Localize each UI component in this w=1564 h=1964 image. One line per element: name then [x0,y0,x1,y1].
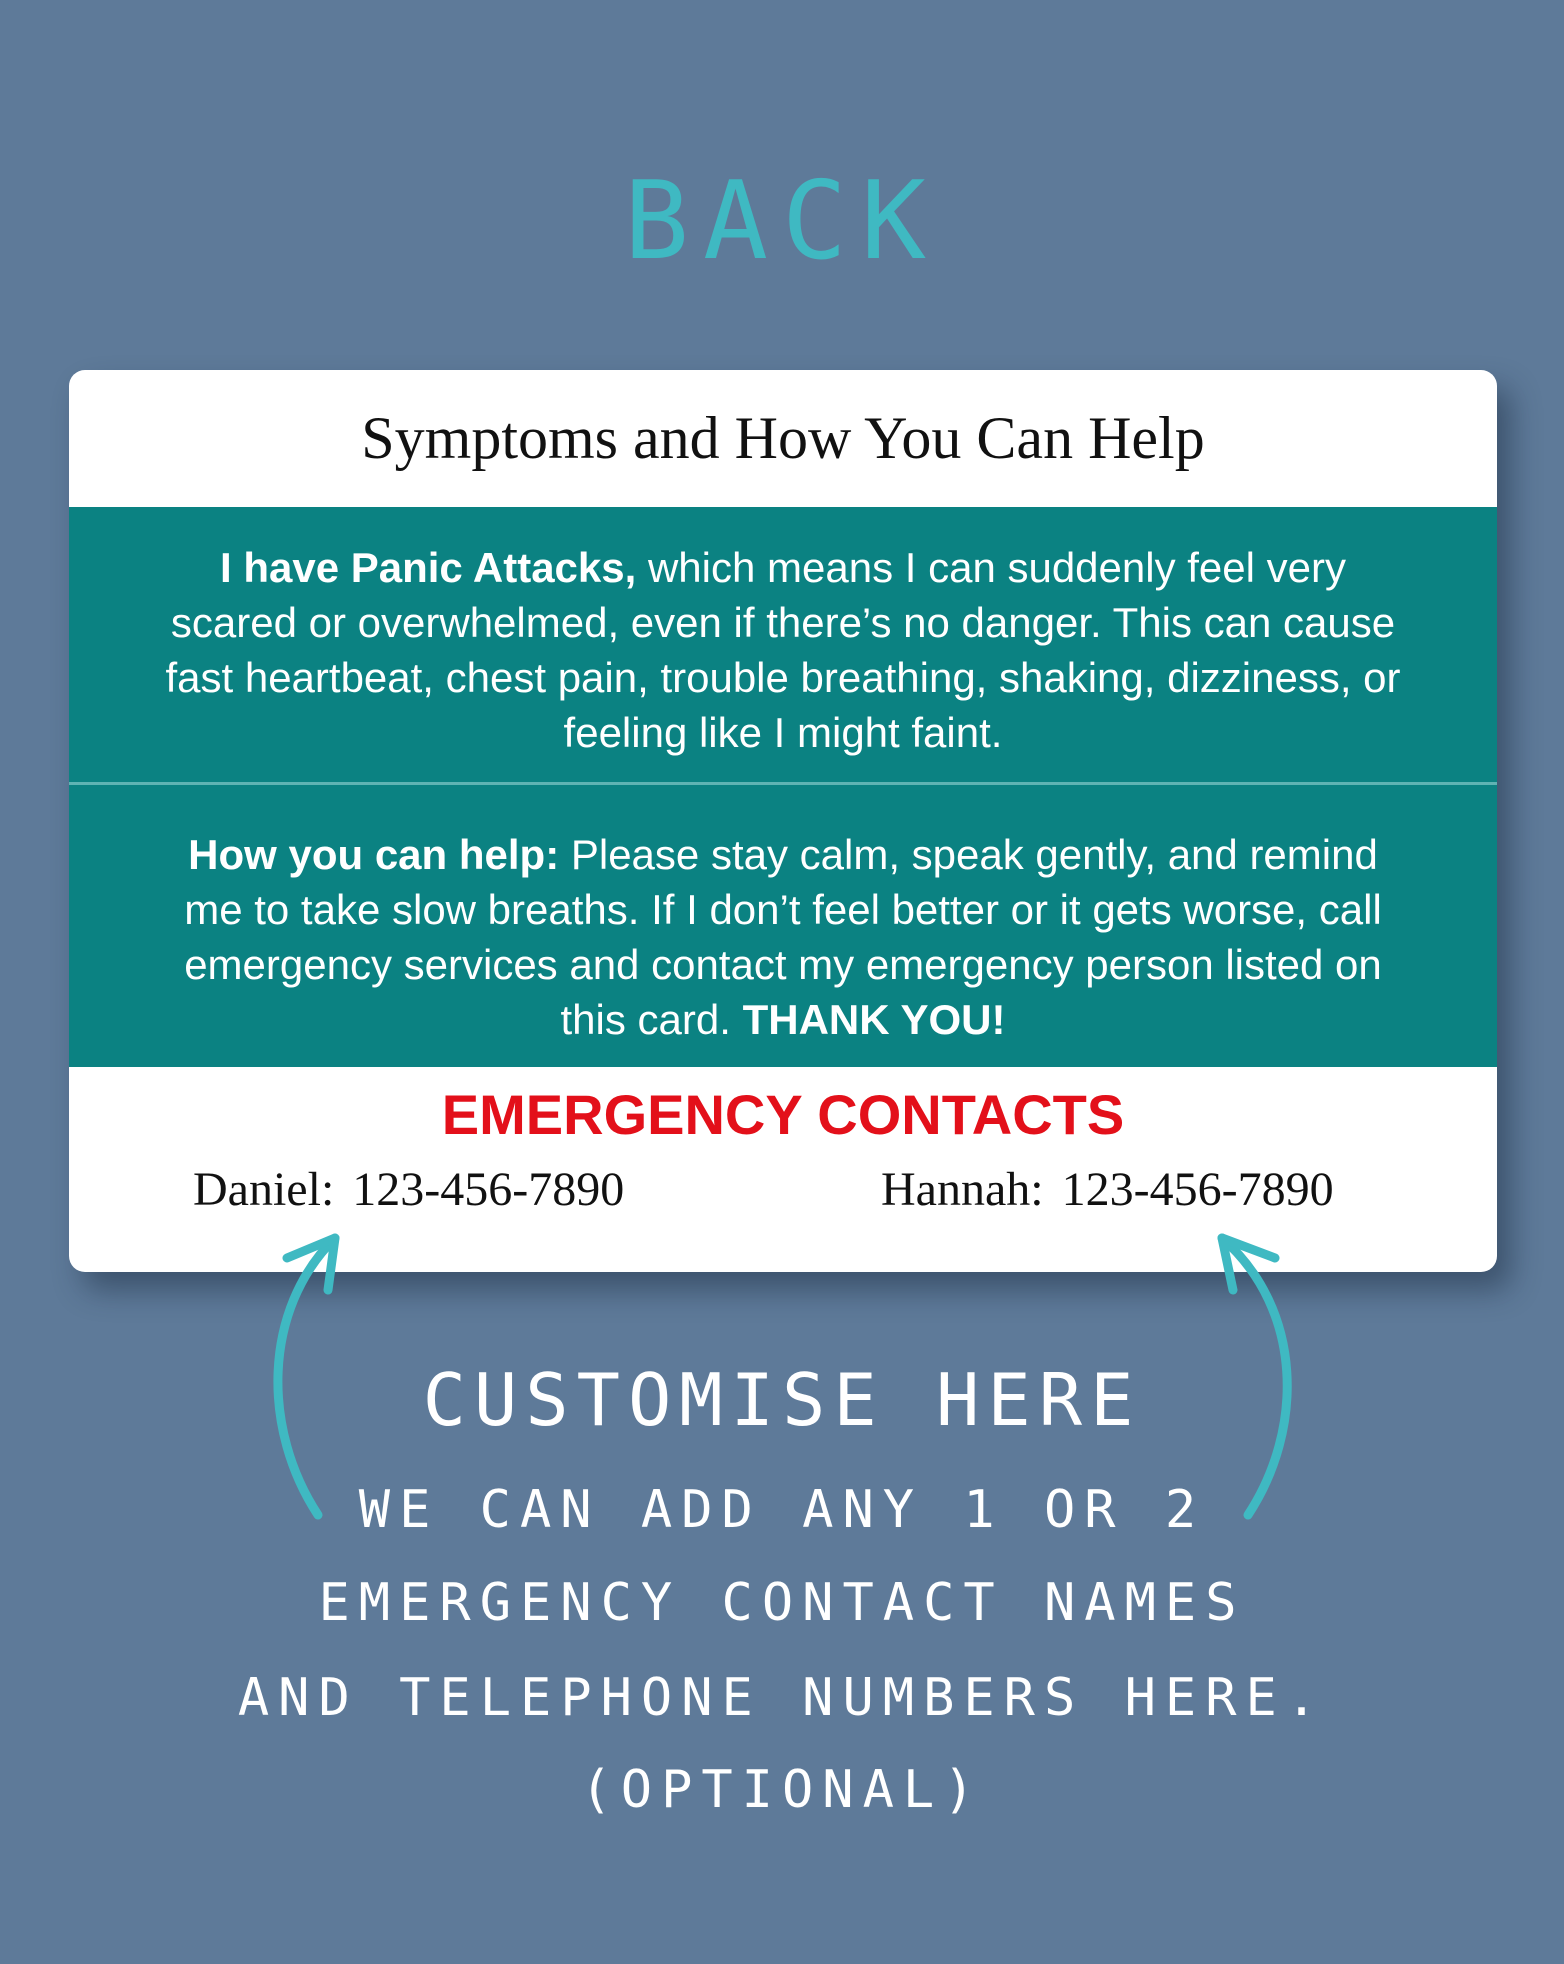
emergency-contact-2 [881,1162,1334,1217]
contact-phone: 123-456-7890 [352,1163,625,1216]
symptoms-text [159,540,1407,760]
help-closing: THANK YOU! [742,996,1006,1043]
medical-card [69,370,1497,1272]
symptoms-body: which means I can suddenly feel very scared or overwhelmed, even if there’s no danger. This can cause fast heartbeat, chest pain, trouble breathing, shaking, dizziness, or feeling like I might faint. [165,544,1401,756]
page-heading: BACK [623,159,941,284]
customise-line: WE CAN ADD ANY 1 OR 2 [358,1480,1206,1540]
customise-line: EMERGENCY CONTACT NAMES [318,1573,1246,1633]
card-title: Symptoms and How You Can Help [361,405,1205,471]
customise-title: CUSTOMISE HERE [422,1358,1142,1442]
symptoms-lead: I have Panic Attacks, [219,544,637,591]
help-body: Please stay calm, speak gently, and remind me to take slow breaths. If I don’t feel better or it gets worse, call emergency services and contact my emergency person listed on this card. [184,831,1382,1043]
customise-line: (OPTIONAL) [580,1760,984,1820]
customise-line: AND TELEPHONE NUMBERS HERE. [237,1668,1327,1728]
help-text [159,827,1407,1047]
emergency-contacts-title: EMERGENCY CONTACTS [441,1083,1125,1146]
contact-name: Daniel: [193,1163,335,1216]
info-panel [69,507,1497,1067]
emergency-contact-1 [193,1162,624,1217]
panel-divider [69,782,1497,785]
contact-phone: 123-456-7890 [1061,1163,1334,1216]
help-lead: How you can help: [188,831,560,878]
contact-name: Hannah: [881,1163,1044,1216]
